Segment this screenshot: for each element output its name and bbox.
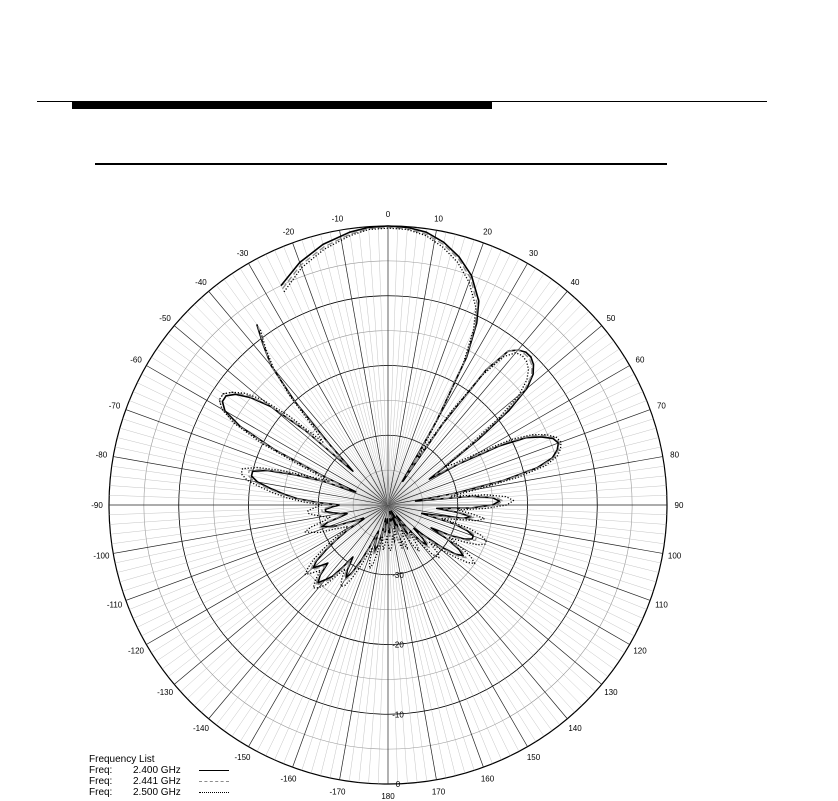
angle-tick-label: 150: [526, 753, 541, 763]
grid-spoke: [112, 466, 388, 505]
grid-spoke: [388, 505, 634, 636]
legend-entry: [89, 787, 229, 798]
angle-tick-label: -130: [157, 688, 174, 698]
angle-tick-label: 70: [656, 401, 666, 411]
angle-tick-label: 20: [483, 227, 492, 237]
grid-spoke: [388, 240, 474, 505]
angle-tick-label: -170: [329, 787, 346, 797]
angle-tick-label: -40: [195, 278, 207, 288]
grid-spoke: [216, 505, 388, 725]
grid-spoke: [388, 505, 653, 591]
grid-spoke: [126, 410, 388, 505]
angle-tick-label: 40: [570, 278, 580, 288]
grid-spoke: [388, 505, 528, 747]
grid-spoke: [388, 505, 567, 719]
grid-spoke: [146, 366, 388, 506]
angle-tick-label: -30: [236, 248, 249, 258]
grid-spoke: [112, 505, 388, 544]
radial-tick-label: -30: [392, 570, 404, 580]
legend-entry: [89, 776, 229, 787]
grid-spoke: [388, 410, 650, 505]
grid-spoke: [388, 229, 427, 505]
grid-spoke: [224, 505, 388, 731]
legend-title: Frequency List: [89, 754, 155, 765]
grid-spoke: [388, 505, 483, 767]
grid-spoke: [388, 318, 595, 505]
angle-tick-label: -20: [282, 227, 295, 237]
radial-tick-label: -20: [392, 640, 404, 650]
grid-spoke: [257, 505, 388, 751]
angle-tick-label: 180: [381, 792, 395, 801]
pattern-curves: [219, 226, 561, 588]
grid-spoke: [388, 243, 483, 505]
legend-series-name: 2.441 GHz: [133, 776, 181, 787]
legend-line-swatch: [199, 792, 229, 793]
grid-spoke: [340, 505, 388, 780]
grid-spoke: [240, 268, 388, 505]
grid-spoke: [388, 505, 519, 751]
grid-spoke: [388, 505, 625, 653]
grid-spoke: [388, 505, 647, 610]
grid-spoke: [142, 505, 388, 636]
grid-spoke: [240, 505, 388, 742]
grid-spoke: [168, 333, 388, 505]
legend-key-label: Freq:: [89, 776, 113, 787]
grid-spoke: [349, 505, 388, 781]
angle-tick-label: -150: [234, 753, 251, 763]
grid-spoke: [388, 259, 519, 505]
angle-tick-label: 110: [655, 600, 668, 610]
angle-tick-label: 160: [480, 774, 495, 784]
grid-spoke: [388, 505, 614, 669]
angle-tick-label: 140: [568, 723, 582, 733]
angle-tick-label: -80: [95, 450, 108, 460]
angle-tick-label: 90: [674, 501, 684, 510]
angle-tick-label: 130: [604, 688, 618, 698]
angle-tick-label: 80: [670, 450, 680, 460]
grid-spoke: [349, 229, 388, 505]
grid-spoke: [293, 505, 388, 767]
grid-spoke: [201, 505, 388, 712]
legend-key-label: Freq:: [89, 787, 113, 798]
grid-spoke: [162, 505, 388, 669]
grid-spoke: [388, 505, 608, 677]
legend-series-name: 2.500 GHz: [133, 787, 181, 798]
grid-spoke: [388, 326, 602, 505]
grid-spoke: [388, 505, 630, 645]
angle-tick-label: -70: [108, 401, 121, 411]
angle-tick-label: 170: [431, 787, 446, 797]
grid-spoke: [388, 291, 567, 505]
grid-spoke: [388, 366, 630, 506]
grid-spoke: [293, 243, 388, 505]
grid-spoke: [388, 505, 664, 544]
angle-tick-label: -50: [159, 313, 171, 323]
legend-line-swatch: [199, 781, 229, 782]
angle-tick-label: 30: [529, 248, 538, 258]
grid-spoke: [113, 505, 388, 553]
angle-tick-label: -120: [127, 646, 144, 656]
grid-spoke: [388, 505, 560, 725]
angle-tick-label: -60: [130, 355, 142, 365]
angle-tick-label: -110: [106, 600, 123, 610]
grid-spoke: [209, 505, 388, 719]
legend: [89, 754, 229, 798]
angle-tick-label: 10: [434, 214, 443, 224]
grid-spoke: [249, 505, 389, 747]
radial-tick-label: 0: [395, 780, 401, 789]
angle-tick-label: 60: [635, 355, 645, 365]
angle-tick-label: -10: [331, 214, 344, 224]
grid-spoke: [388, 400, 647, 505]
angle-tick-label: -160: [280, 774, 297, 784]
grid-spoke: [129, 505, 388, 610]
grid-spoke: [174, 326, 388, 505]
grid-spoke: [388, 357, 625, 505]
angle-tick-label: -140: [192, 723, 209, 733]
grid-spoke: [388, 246, 493, 505]
angle-tick-label: -100: [93, 551, 110, 561]
legend-rows: [89, 765, 229, 798]
legend-line-swatch: [199, 770, 229, 771]
grid-spoke: [388, 374, 634, 505]
grid-spoke: [181, 505, 388, 692]
grid-spoke: [388, 505, 663, 553]
grid-spoke: [388, 419, 653, 505]
grid-spoke: [126, 505, 388, 600]
grid-spoke: [283, 246, 388, 505]
grid-spoke: [209, 291, 388, 505]
radial-tick-label: -10: [392, 710, 404, 720]
grid-spoke: [123, 419, 388, 505]
polar-grid: [106, 226, 667, 784]
legend-entry: [89, 765, 229, 776]
angle-tick-label: 0: [385, 210, 391, 219]
angle-tick-label: 100: [667, 551, 682, 561]
grid-spoke: [388, 505, 650, 600]
angle-tick-label: -90: [91, 501, 103, 510]
grid-spoke: [168, 505, 388, 677]
grid-spoke: [388, 298, 575, 505]
angle-tick-label: 120: [633, 646, 647, 656]
legend-key-label: Freq:: [89, 765, 113, 776]
grid-spoke: [151, 357, 388, 505]
grid-spoke: [162, 341, 388, 505]
grid-spoke: [174, 505, 388, 684]
angle-tick-label: 50: [606, 313, 616, 323]
grid-spoke: [181, 318, 388, 505]
legend-series-name: 2.400 GHz: [133, 765, 181, 776]
grid-spoke: [388, 285, 560, 505]
grid-spoke: [257, 259, 388, 505]
